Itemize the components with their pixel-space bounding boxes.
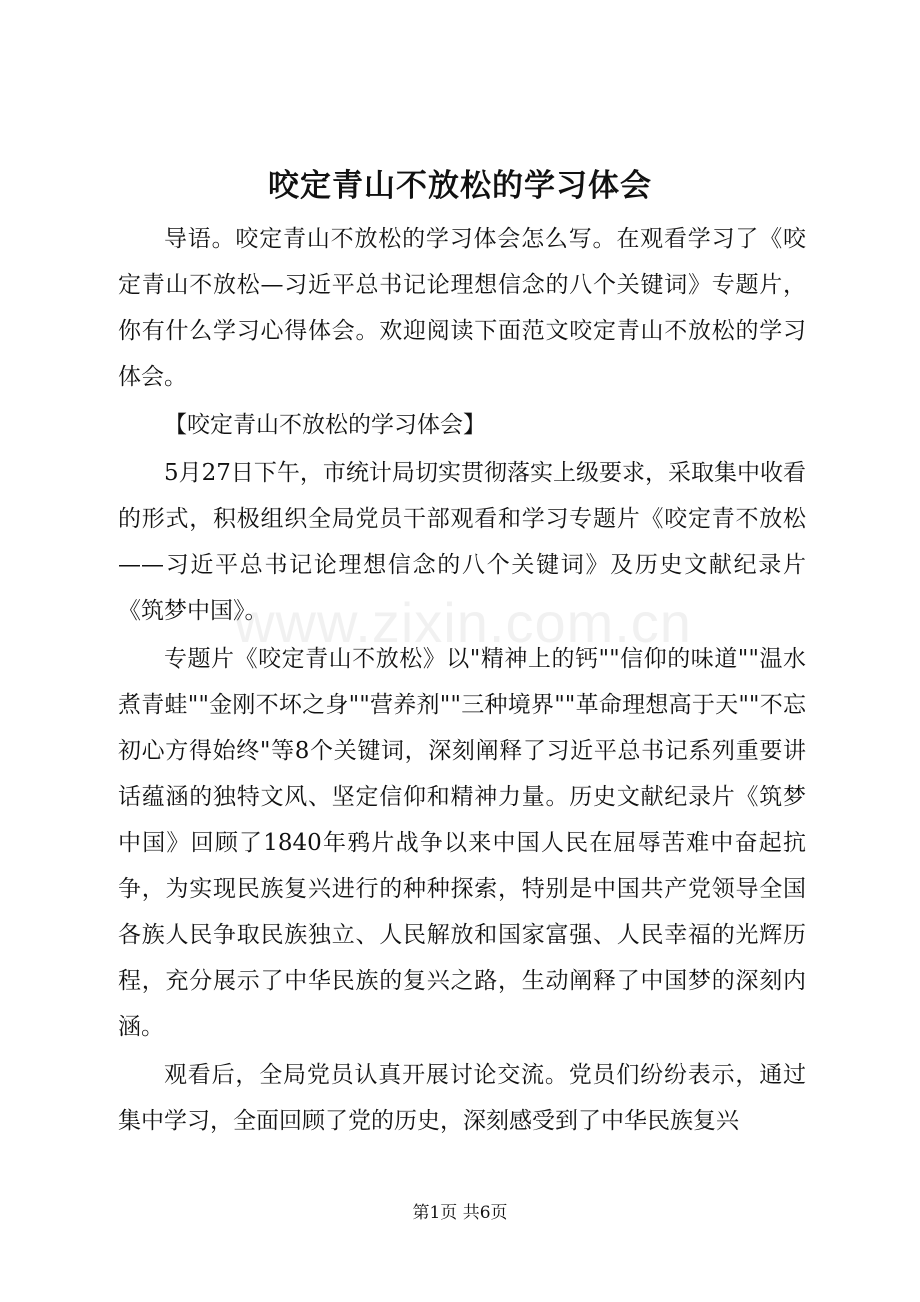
document-title: 咬定青山不放松的学习体会 [268, 168, 652, 204]
paragraph-heading: 【咬定青山不放松的学习体会】 [164, 412, 486, 438]
paragraph-discussion: 观看后，全局党员认真开展讨论交流。党员们纷纷表示，通过集中学习，全面回顾了党的历史，深刻感受到了中华民族复兴 [118, 1062, 806, 1134]
watermark: www.zixin.com.cn [234, 591, 692, 654]
paragraph-event: 5月27日下午，市统计局切实贯彻落实上级要求，采取集中收看的形式，积极组织全局党员干部观看和学习专题片《咬定青不放松——习近平总书记论理想信念的八个关键词》及历史文献纪录片《筑梦中国》。 [118, 460, 806, 624]
page-number-footer: 第1页 共6页 [412, 1203, 508, 1223]
document-body [118, 216, 806, 1144]
paragraph-film: 专题片《咬定青山不放松》以"精神上的钙""信仰的味道""温水煮青蛙""金刚不坏之身""营养剂""三种境界""革命理想高于天""不忘初心方得始终"等8个关键词，深刻阐释了习近平总书记系列重要讲话蕴涵的独特文风、坚定信仰和精神力量。历史文献纪录片《筑梦中国》回顾了1840年鸦片战争以来中国人民在屈辱苦难中奋起抗争，为实现民族复兴进行的种种探索，特别是中国共产党领导全国各族人民争取民族独立、人民解放和国家富强、人民幸福的光辉历程，充分展示了中华民族的复兴之路，生动阐释了中国梦的深刻内涵。 [118, 646, 806, 1040]
paragraph-intro: 导语。咬定青山不放松的学习体会怎么写。在观看学习了《咬定青山不放松—习近平总书记论理想信念的八个关键词》专题片，你有什么学习心得体会。欢迎阅读下面范文咬定青山不放松的学习体会。 [118, 226, 806, 390]
